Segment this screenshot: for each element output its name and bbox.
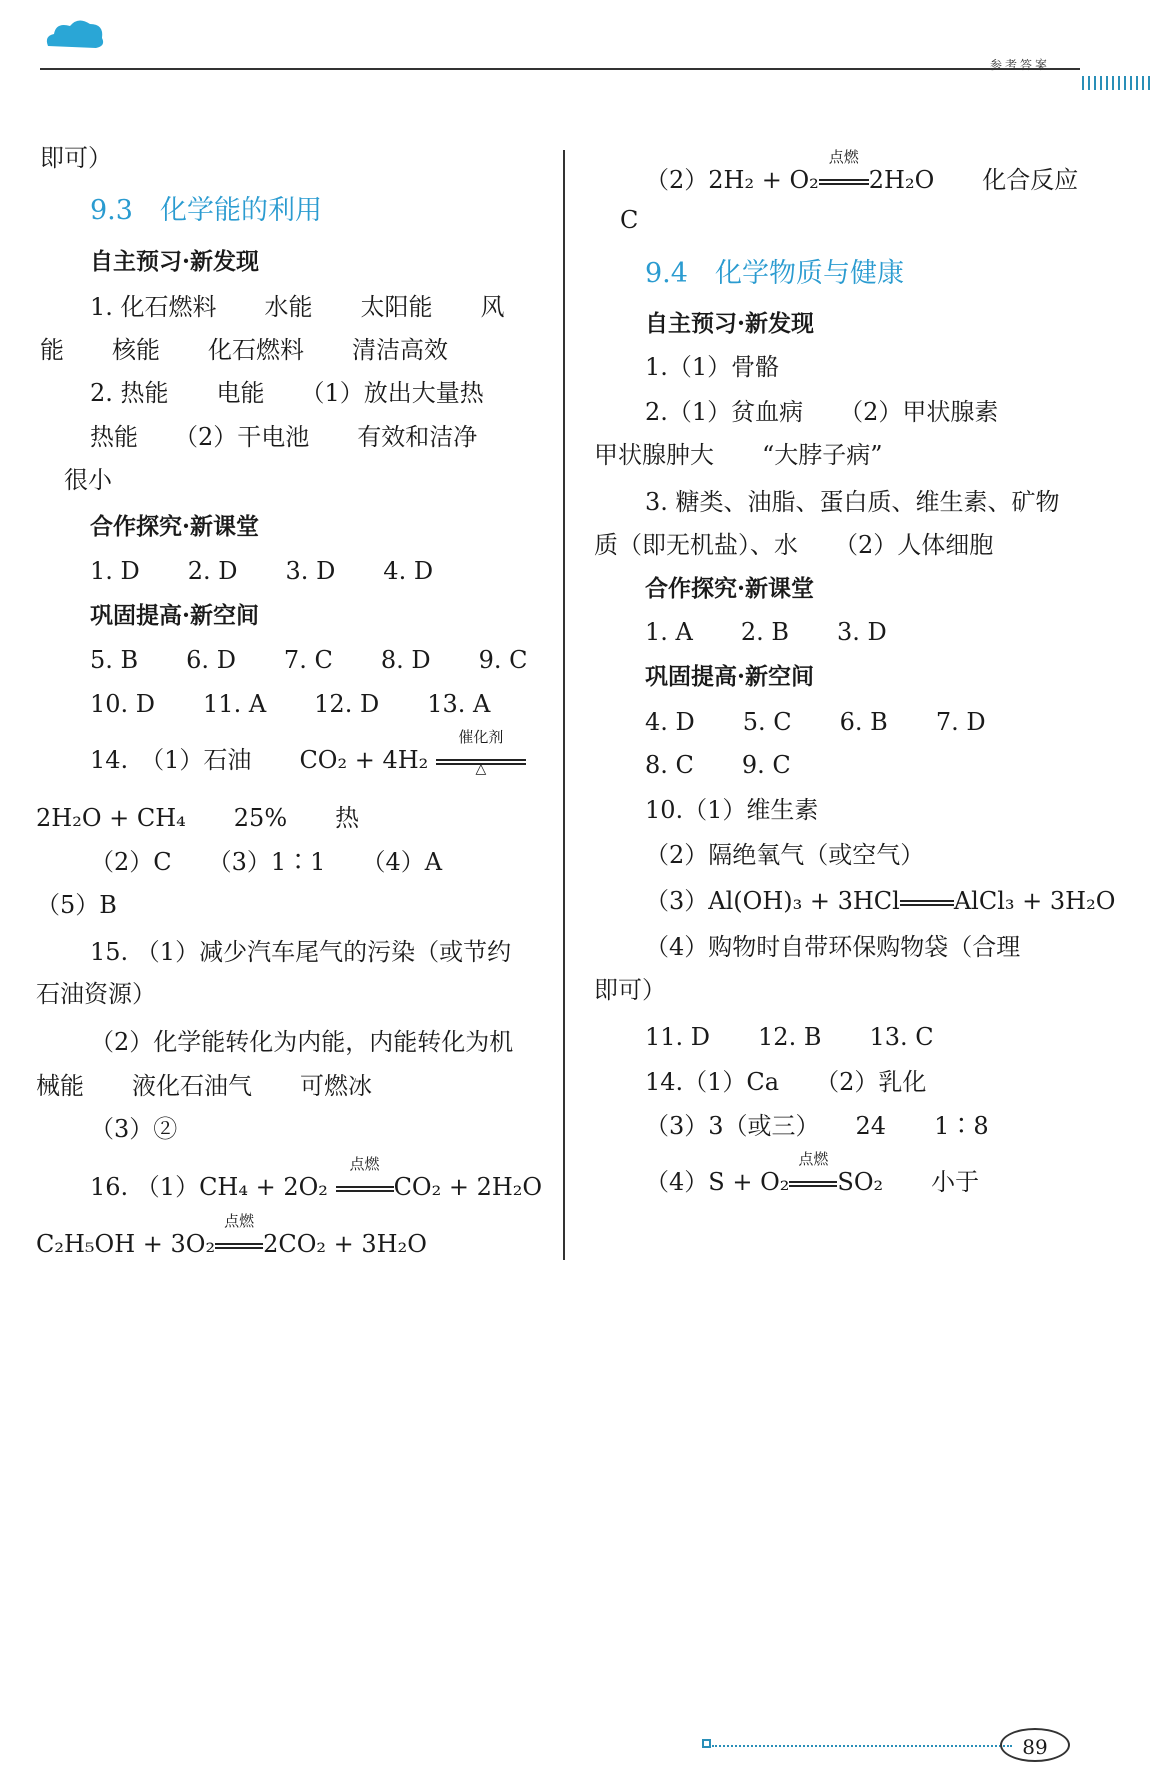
column-divider	[563, 150, 565, 1260]
left-line-6: 1. D 2. D 3. D 4. D	[90, 557, 434, 585]
right-line-13: 即可）	[594, 976, 666, 1004]
right-line-15: 14.（1）Ca （2）乳化	[645, 1068, 927, 1096]
q14-line-1: 14. （1）石油 CO₂ + 4H₂ 催化剂 △	[90, 748, 526, 772]
right-line-10: （2）隔绝氧气（或空气）	[645, 841, 925, 869]
right-line-11: （3）Al(OH)₃ + 3HCl AlCl₃ + 3H₂O	[645, 887, 1116, 915]
left-line-5: 很小	[64, 466, 112, 494]
catalyst-arrow: 催化剂 △	[436, 748, 526, 772]
q16-line-2: C₂H₅OH + 3O₂ 点燃 2CO₂ + 3H₂O	[36, 1212, 427, 1258]
header-rule	[40, 68, 1080, 70]
subheading-preview: 自主预习·新发现	[90, 248, 260, 275]
cloud-logo-icon	[44, 16, 106, 50]
header-label: 参考答案	[990, 58, 1051, 72]
left-line-7: 5. B 6. D 7. C 8. D 9. C	[90, 646, 528, 674]
right-line-4: 3. 糖类、油脂、蛋白质、维生素、矿物	[645, 488, 1060, 516]
left-line-4: 热能 （2）干电池 有效和洁净	[90, 423, 478, 451]
left-line-8: 10. D 11. A 12. D 13. A	[90, 690, 491, 718]
subheading-consolidate: 巩固提高·新空间	[90, 602, 260, 629]
right-line-17: （4）S + O₂ 点燃 SO₂ 小于	[645, 1150, 980, 1196]
right-line-3: 甲状腺肿大 “大脖子病”	[594, 441, 883, 469]
left-continuation: 即可）	[40, 144, 112, 172]
header-bars-decoration	[1082, 76, 1154, 90]
footer-square-icon	[702, 1739, 711, 1748]
ignite-arrow: 点燃	[336, 1175, 394, 1199]
subheading-preview: 自主预习·新发现	[645, 310, 815, 337]
q15-line-1: 15. （1）减少汽车尾气的污染（或节约	[90, 938, 512, 966]
subheading-explore: 合作探究·新课堂	[645, 575, 815, 602]
right-line-6: 1. A 2. B 3. D	[645, 618, 887, 646]
q15-line-5: （3）②	[90, 1115, 178, 1143]
q16-line-1: 16. （1）CH₄ + 2O₂ 点燃 CO₂ + 2H₂O	[90, 1155, 543, 1201]
q14-line-4: （5）B	[36, 891, 117, 919]
right-line-14: 11. D 12. B 13. C	[645, 1023, 934, 1051]
right-line-7: 4. D 5. C 6. B 7. D	[645, 708, 986, 736]
ignite-arrow: 点燃	[789, 1170, 837, 1194]
q15-line-4: 械能 液化石油气 可燃冰	[36, 1072, 372, 1100]
right-line-2: 2.（1）贫血病 （2）甲状腺素	[645, 398, 999, 426]
subheading-consolidate: 巩固提高·新空间	[645, 663, 815, 690]
right-line-8: 8. C 9. C	[645, 751, 791, 779]
right-line-12: （4）购物时自带环保购物袋（合理	[645, 933, 1021, 961]
q14-line-2: 2H₂O + CH₄ 25% 热	[36, 804, 360, 832]
ignite-arrow: 点燃	[215, 1232, 263, 1256]
page-number: 89	[1000, 1728, 1070, 1762]
equals-sign	[900, 889, 954, 913]
section-title-9-4: 9.4 化学物质与健康	[645, 258, 904, 289]
q15-line-3: （2）化学能转化为内能，内能转化为机	[90, 1028, 514, 1056]
right-line-5: 质（即无机盐）、水 （2）人体细胞	[594, 531, 994, 559]
left-line-3: 2. 热能 电能 （1）放出大量热	[90, 379, 484, 407]
q14-line-3: （2）C （3）1∶1 （4）A	[90, 848, 443, 876]
left-line-2: 能 核能 化石燃料 清洁高效	[40, 336, 448, 364]
right-line-9: 10.（1）维生素	[645, 796, 819, 824]
right-line-eq1: （2）2H₂ + O₂ 点燃 2H₂O 化合反应	[645, 148, 1079, 194]
right-line-16: （3）3（或三） 24 1∶8	[645, 1112, 989, 1140]
left-line-1: 1. 化石燃料 水能 太阳能 风	[90, 293, 505, 321]
ignite-arrow: 点燃	[819, 168, 869, 192]
q15-line-2: 石油资源）	[36, 980, 156, 1008]
right-line-1: 1.（1）骨骼	[645, 353, 780, 381]
right-line-c: C	[620, 206, 639, 234]
footer-dotted-rule	[712, 1745, 1012, 1747]
subheading-explore: 合作探究·新课堂	[90, 513, 260, 540]
section-title-9-3: 9.3 化学能的利用	[90, 195, 322, 226]
